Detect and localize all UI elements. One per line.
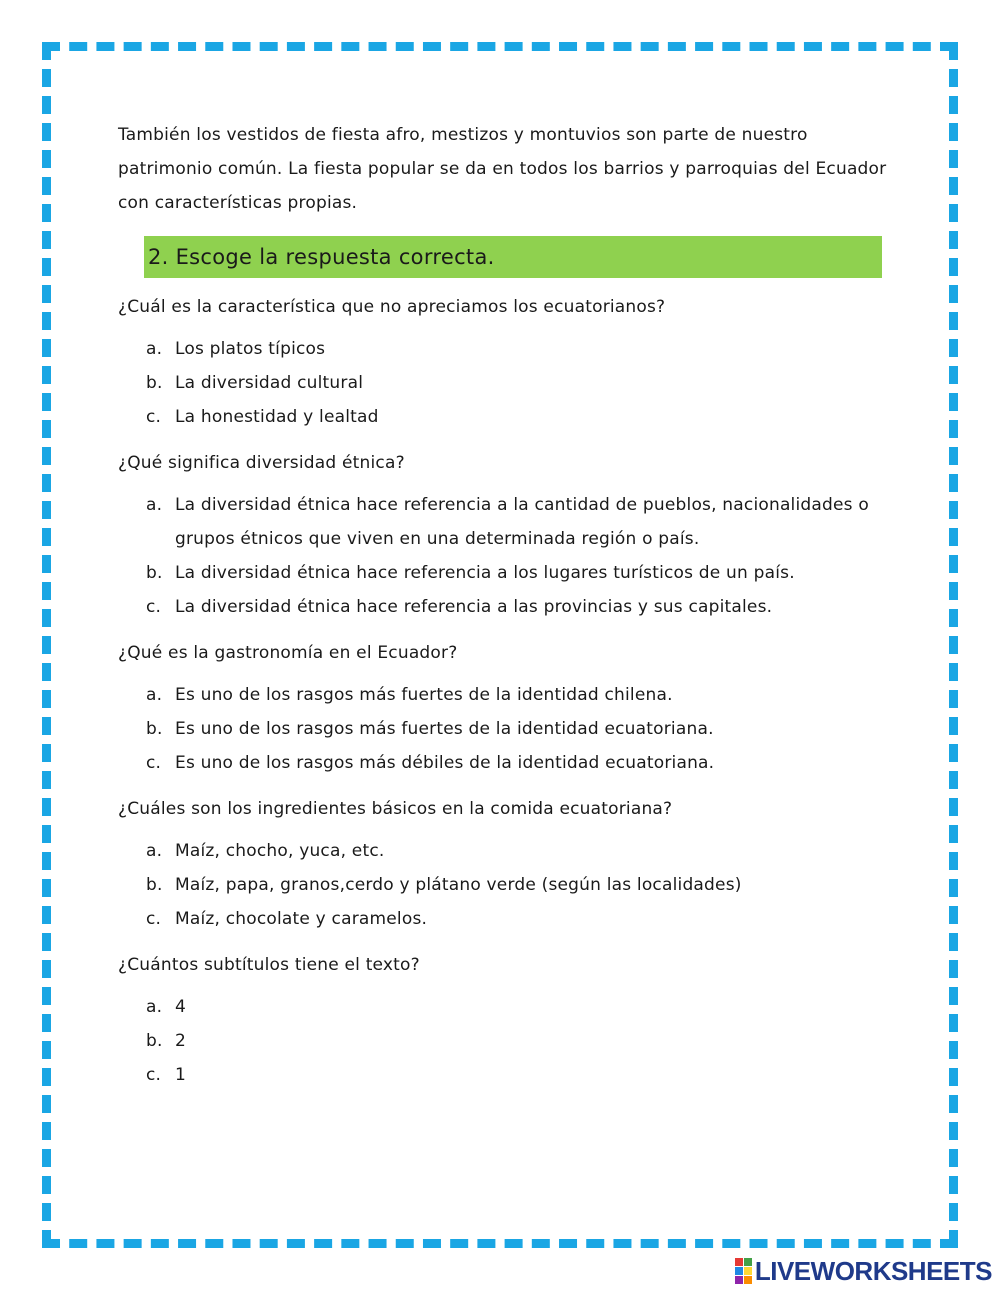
option-letter: a. <box>146 997 163 1017</box>
option-letter: a. <box>146 339 163 359</box>
answer-option[interactable] <box>118 332 888 366</box>
answer-option[interactable] <box>118 400 888 434</box>
question-block <box>118 294 888 434</box>
answer-options <box>118 990 888 1092</box>
option-text: 4 <box>175 997 187 1017</box>
option-text: Maíz, chocho, yuca, etc. <box>175 841 385 861</box>
answer-option[interactable] <box>118 746 888 780</box>
option-letter: c. <box>146 597 162 617</box>
question-block <box>118 952 888 1092</box>
option-text: La diversidad étnica hace referencia a las provincias y sus capitales. <box>175 597 773 617</box>
option-letter: c. <box>146 909 162 929</box>
answer-option[interactable] <box>118 1024 888 1058</box>
answer-options <box>118 678 888 780</box>
question-text: ¿Qué es la gastronomía en el Ecuador? <box>118 643 458 663</box>
answer-option[interactable] <box>118 488 888 556</box>
option-letter: a. <box>146 685 163 705</box>
option-text: 2 <box>175 1031 187 1051</box>
option-letter: b. <box>146 1031 163 1051</box>
question-text: ¿Qué significa diversidad étnica? <box>118 453 405 473</box>
answer-option[interactable] <box>118 556 888 590</box>
answer-options <box>118 332 888 434</box>
option-letter: c. <box>146 1065 162 1085</box>
option-letter: b. <box>146 563 163 583</box>
answer-option[interactable] <box>118 1058 888 1092</box>
option-letter: c. <box>146 407 162 427</box>
question-block <box>118 640 888 780</box>
answer-options <box>118 834 888 936</box>
option-text: La diversidad étnica hace referencia a los lugares turísticos de un país. <box>175 563 795 583</box>
intro-paragraph: También los vestidos de fiesta afro, mestizos y montuvios son parte de nuestro patrimonio común. La fiesta popular se da en todos los barrios y parroquias del Ecuador con características propias. <box>118 125 887 213</box>
option-letter: a. <box>146 495 163 515</box>
option-letter: b. <box>146 719 163 739</box>
option-letter: b. <box>146 373 163 393</box>
option-text: Es uno de los rasgos más fuertes de la identidad chilena. <box>175 685 673 705</box>
question-text: ¿Cuántos subtítulos tiene el texto? <box>118 955 420 975</box>
option-text: La diversidad cultural <box>175 373 364 393</box>
liveworksheets-logo <box>735 1255 992 1286</box>
question-text: ¿Cuáles son los ingredientes básicos en la comida ecuatoriana? <box>118 799 673 819</box>
answer-option[interactable] <box>118 902 888 936</box>
answer-option[interactable] <box>118 366 888 400</box>
answer-option[interactable] <box>118 868 888 902</box>
option-text: Maíz, papa, granos,cerdo y plátano verde (según las localidades) <box>175 875 742 895</box>
option-text: La diversidad étnica hace referencia a la cantidad de pueblos, nacionalidades o grupos étnicos que viven en una determinada región o país. <box>175 495 869 549</box>
option-text: Es uno de los rasgos más fuertes de la identidad ecuatoriana. <box>175 719 714 739</box>
option-letter: c. <box>146 753 162 773</box>
option-letter: a. <box>146 841 163 861</box>
option-text: Los platos típicos <box>175 339 326 359</box>
answer-option[interactable] <box>118 712 888 746</box>
worksheet-content <box>118 118 888 1092</box>
option-letter: b. <box>146 875 163 895</box>
option-text: La honestidad y lealtad <box>175 407 379 427</box>
question-block <box>118 796 888 936</box>
option-text: 1 <box>175 1065 187 1085</box>
section-heading: 2. Escoge la respuesta correcta. <box>144 236 882 278</box>
answer-options <box>118 488 888 624</box>
question-text: ¿Cuál es la característica que no apreciamos los ecuatorianos? <box>118 297 666 317</box>
option-text: Maíz, chocolate y caramelos. <box>175 909 428 929</box>
question-block <box>118 450 888 624</box>
option-text: Es uno de los rasgos más débiles de la identidad ecuatoriana. <box>175 753 715 773</box>
answer-option[interactable] <box>118 990 888 1024</box>
answer-option[interactable] <box>118 678 888 712</box>
logo-mark-icon <box>735 1258 752 1284</box>
question-list <box>118 294 888 1092</box>
logo-text: LIVEWORKSHEETS <box>754 1255 992 1286</box>
answer-option[interactable] <box>118 590 888 624</box>
answer-option[interactable] <box>118 834 888 868</box>
